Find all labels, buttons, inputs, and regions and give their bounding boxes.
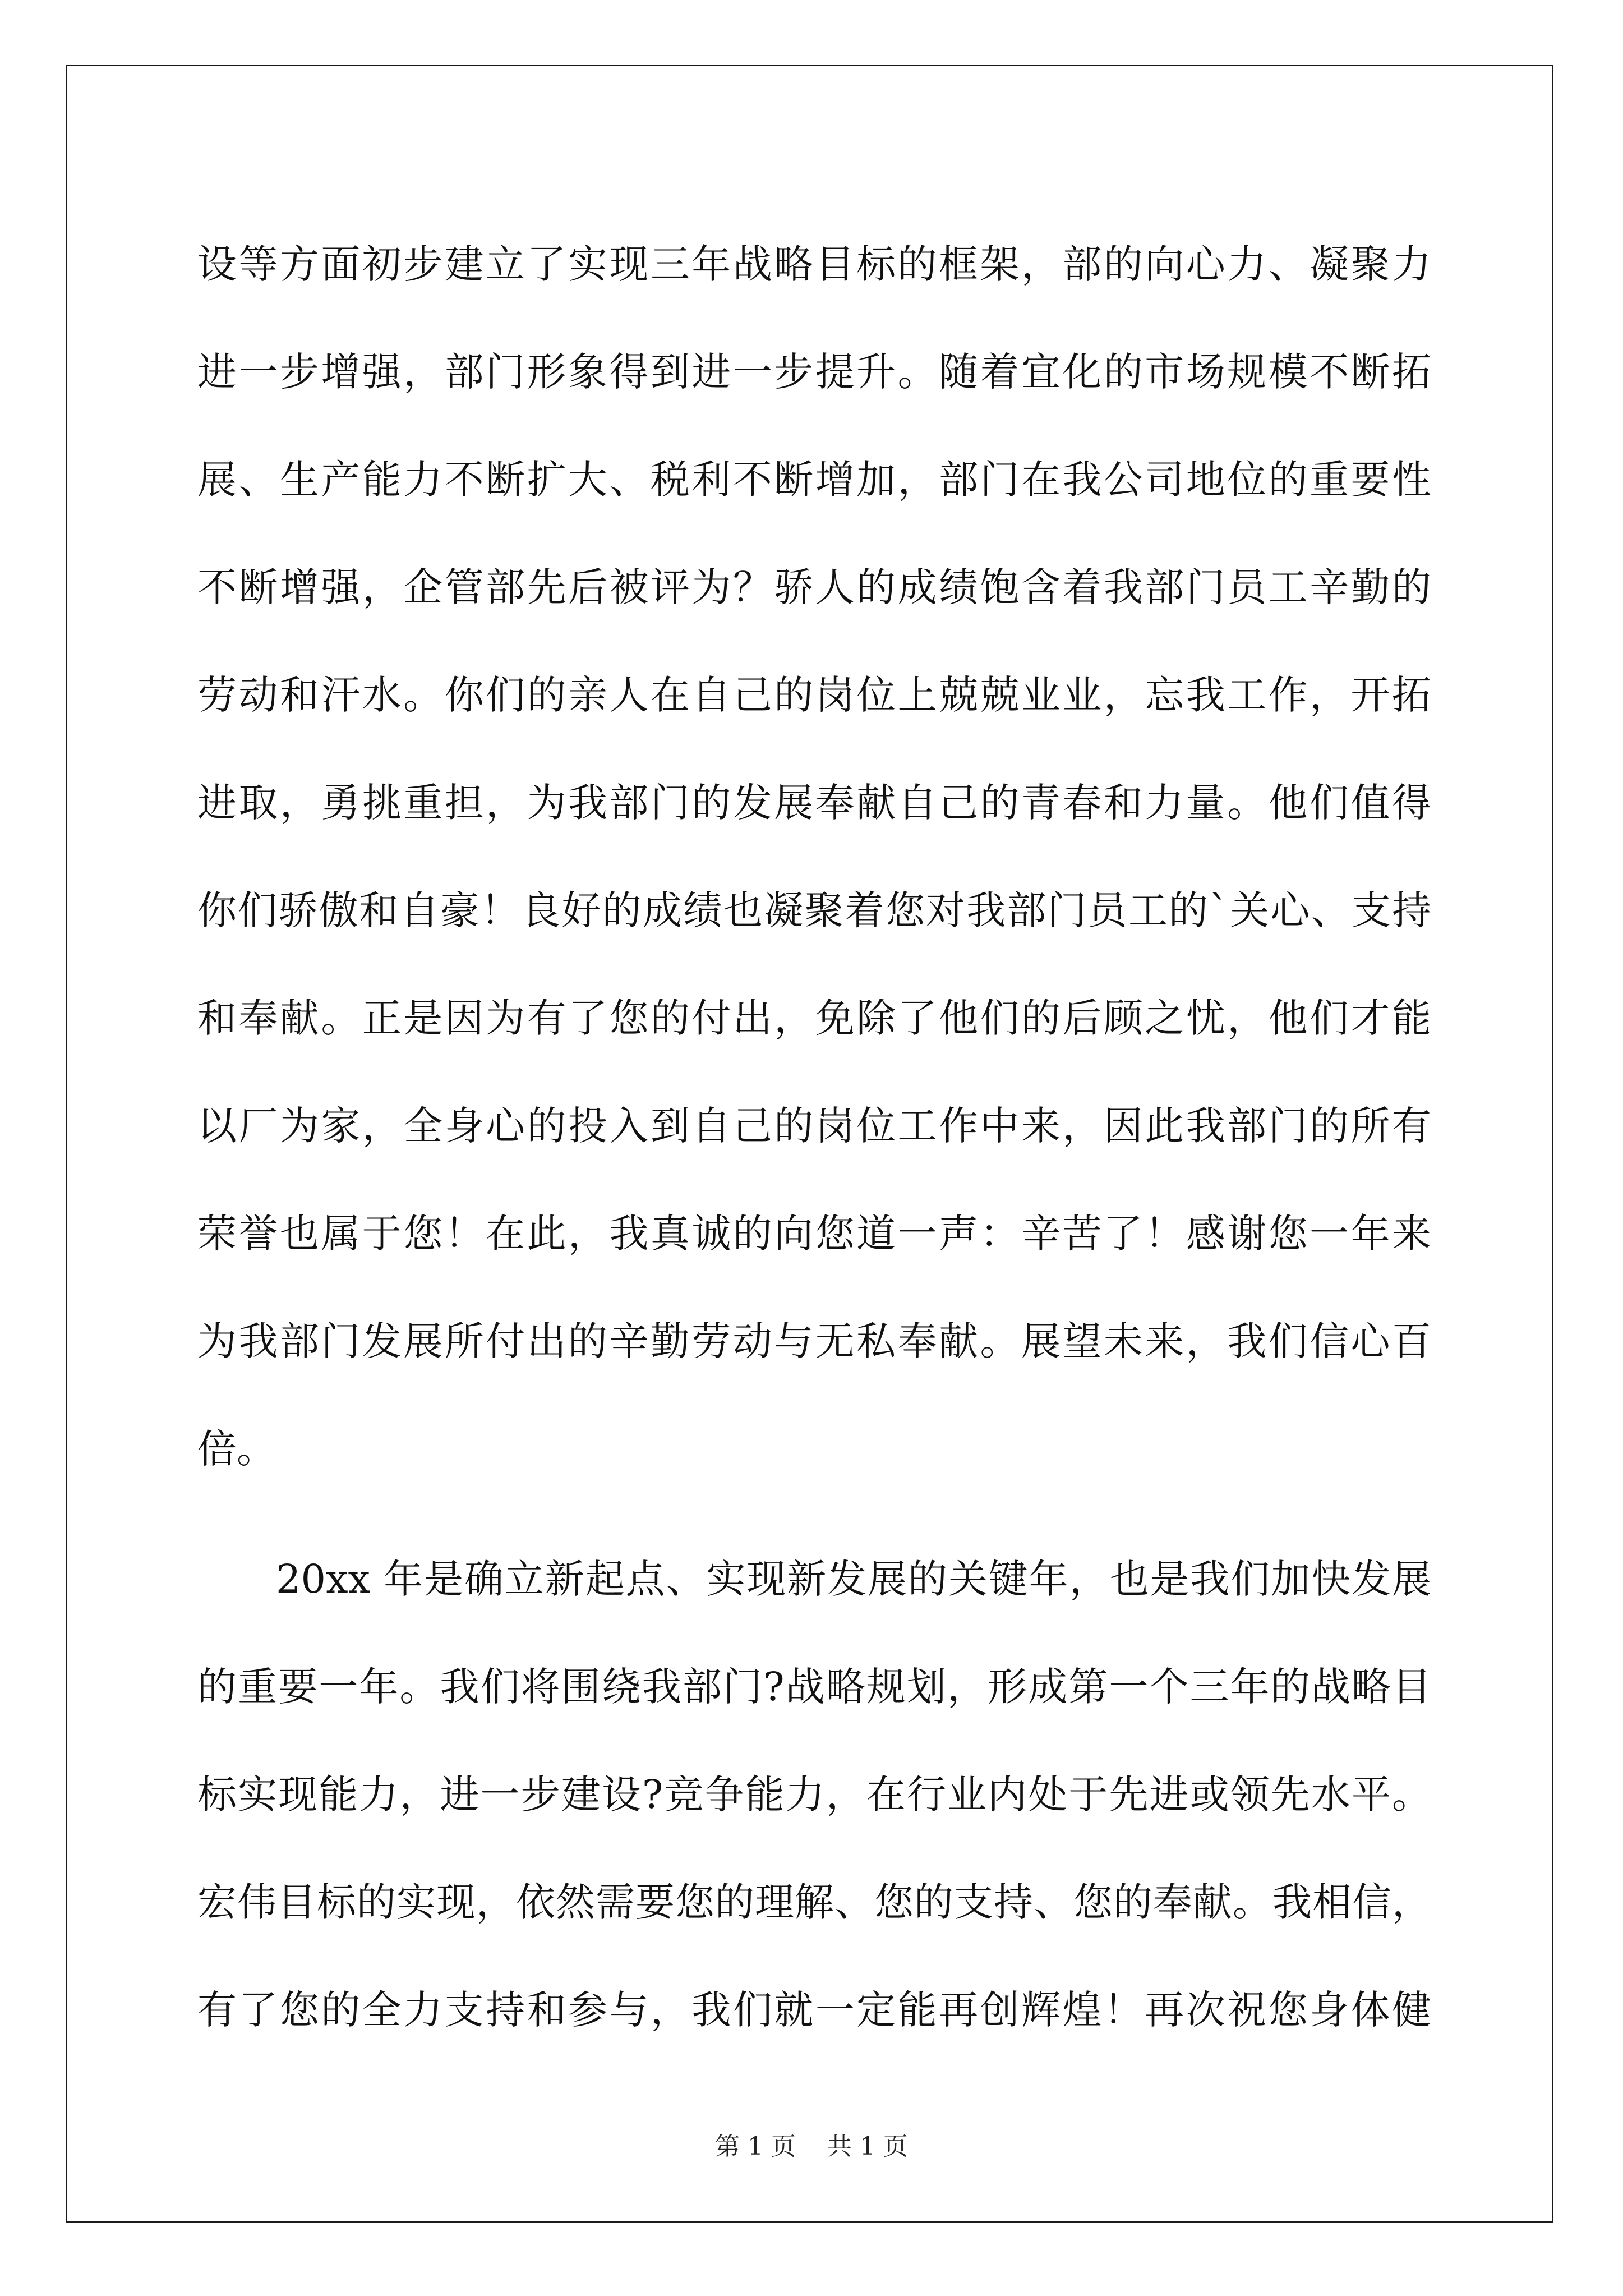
text-line: 为我部门发展所付出的辛勤劳动与无私奉献。展望未来，我们信心百 <box>197 1318 1431 1364</box>
text-line: 有了您的全力支持和参与，我们就一定能再创辉煌！再次祝您身体健 <box>197 1987 1431 2033</box>
text-line: 不断增强，企管部先后被评为？骄人的成绩饱含着我部门员工辛勤的 <box>197 564 1431 610</box>
text-line: 标实现能力，进一步建设?竞争能力，在行业内处于先进或领先水平。 <box>197 1772 1431 1818</box>
document-body <box>197 210 1431 2064</box>
text-line: 20xx 年是确立新起点、实现新发展的关键年，也是我们加快发展 <box>276 1556 1431 1602</box>
text-line: 设等方面初步建立了实现三年战略目标的框架，部的向心力、凝聚力 <box>197 241 1431 287</box>
text-line: 以厂为家，全身心的投入到自己的岗位工作中来，因此我部门的所有 <box>197 1103 1431 1149</box>
text-line: 荣誉也属于您！在此，我真诚的向您道一声：辛苦了！感谢您一年来 <box>197 1211 1431 1257</box>
text-line: 进取，勇挑重担，为我部门的发展奉献自己的青春和力量。他们值得 <box>197 780 1431 826</box>
text-line: 和奉献。正是因为有了您的付出，免除了他们的后顾之忧，他们才能 <box>197 995 1431 1041</box>
text-line: 倍。 <box>197 1426 276 1472</box>
text-line: 的重要一年。我们将围绕我部门?战略规划，形成第一个三年的战略目 <box>197 1664 1431 1710</box>
text-line: 宏伟目标的实现，依然需要您的理解、您的支持、您的奉献。我相信， <box>197 1879 1431 1925</box>
paragraph-gap <box>197 1503 1431 1525</box>
text-line: 劳动和汗水。你们的亲人在自己的岗位上兢兢业业，忘我工作，开拓 <box>197 672 1431 718</box>
text-line: 进一步增强，部门形象得到进一步提升。随着宜化的市场规模不断拓 <box>197 349 1431 395</box>
text-line: 你们骄傲和自豪！良好的成绩也凝聚着您对我部门员工的`关心、支持 <box>197 887 1431 933</box>
text-line: 展、生产能力不断扩大、税利不断增加，部门在我公司地位的重要性 <box>197 457 1431 503</box>
page-number-footer: 第 1 页 共 1 页 <box>715 2132 908 2161</box>
